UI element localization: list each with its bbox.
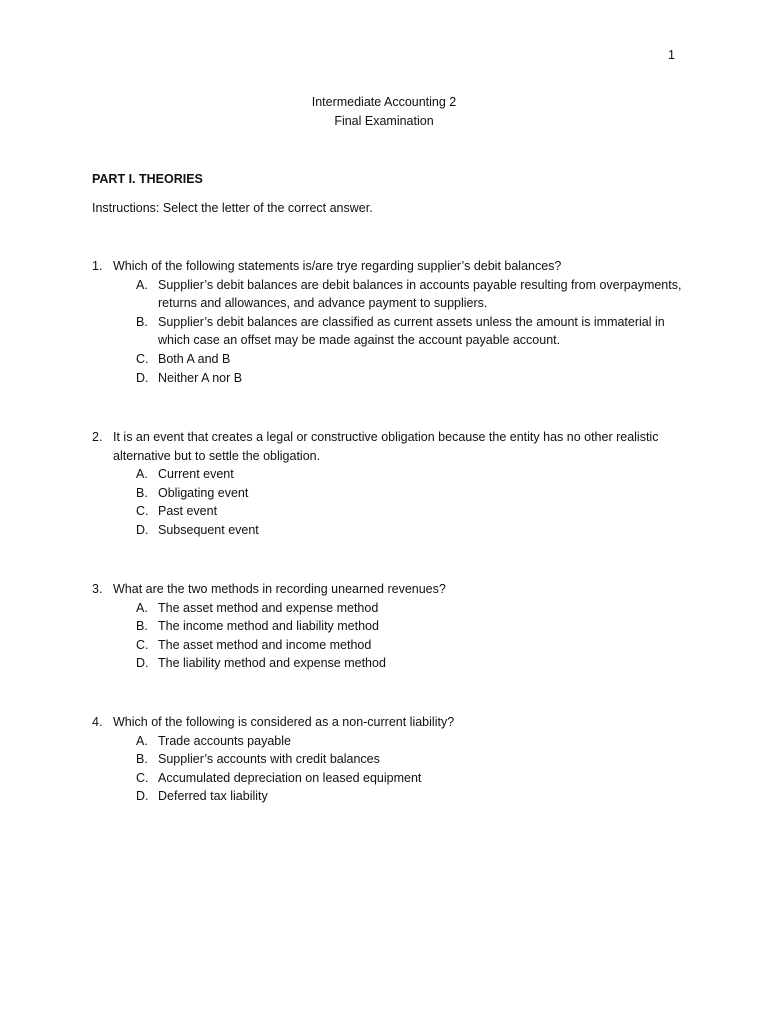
- choice-letter: D.: [136, 370, 149, 385]
- choice-text: Accumulated depreciation on leased equipment: [158, 770, 422, 785]
- choice-text: Neither A nor B: [158, 370, 243, 385]
- choice-a: [92, 599, 682, 618]
- choice-text: Current event: [158, 467, 234, 482]
- choice-text: Supplier’s debit balances are classified as current assets unless the amount is immaterial in which case an offset may be made against the account payable account.: [158, 314, 665, 348]
- choice-a: [92, 276, 682, 313]
- choice-text: Past event: [158, 504, 218, 519]
- document-title: [0, 93, 768, 130]
- question-number: 4.: [92, 715, 103, 729]
- page-number: 1: [668, 48, 675, 62]
- choice-letter: A.: [136, 600, 148, 615]
- choice-a: [92, 732, 682, 751]
- question-3: [92, 580, 682, 673]
- exam-title: Final Examination: [334, 113, 434, 128]
- choice-letter: A.: [136, 733, 148, 748]
- choice-text: Supplier’s debit balances are debit balances in accounts payable resulting from overpayments, returns and allowances, and advance payment to suppliers.: [158, 277, 682, 311]
- course-title: Intermediate Accounting 2: [311, 95, 457, 109]
- question-stem: [92, 428, 682, 465]
- choice-letter: B.: [136, 619, 148, 634]
- choice-text: The liability method and expense method: [158, 656, 386, 671]
- choice-letter: C.: [136, 351, 149, 366]
- choice-c: [92, 350, 682, 369]
- question-text: Which of the following is considered as a non-current liability?: [113, 715, 455, 729]
- choice-b: [92, 313, 682, 350]
- question-1: [92, 257, 682, 387]
- question-4: [92, 713, 682, 806]
- choice-text: The income method and liability method: [158, 619, 379, 634]
- question-number: 1.: [92, 259, 103, 273]
- choice-letter: B.: [136, 314, 148, 329]
- choice-b: [92, 750, 682, 769]
- choice-letter: A.: [136, 277, 148, 292]
- choice-letter: C.: [136, 637, 149, 652]
- choice-c: [92, 502, 682, 521]
- choice-text: The asset method and income method: [158, 637, 372, 652]
- question-stem: [92, 713, 682, 732]
- choice-letter: A.: [136, 467, 148, 482]
- choice-letter: D.: [136, 522, 149, 537]
- choice-text: Supplier’s accounts with credit balances: [158, 752, 380, 767]
- choice-text: Subsequent event: [158, 522, 259, 537]
- choice-d: [92, 369, 682, 388]
- choice-c: [92, 636, 682, 655]
- choice-a: [92, 465, 682, 484]
- choice-letter: B.: [136, 485, 148, 500]
- choice-b: [92, 617, 682, 636]
- question-2: [92, 428, 682, 540]
- choice-c: [92, 769, 682, 788]
- choice-letter: C.: [136, 770, 149, 785]
- choice-d: [92, 654, 682, 673]
- question-stem: [92, 580, 682, 599]
- choice-d: [92, 521, 682, 540]
- question-text: It is an event that creates a legal or constructive obligation because the entity has no other realistic alternative but to settle the obligation.: [113, 430, 659, 463]
- choice-text: Trade accounts payable: [158, 733, 291, 748]
- choice-text: The asset method and expense method: [158, 600, 379, 615]
- choice-text: Deferred tax liability: [158, 789, 268, 804]
- question-text: What are the two methods in recording unearned revenues?: [113, 582, 446, 596]
- choice-text: Both A and B: [158, 351, 231, 366]
- choice-d: [92, 787, 682, 806]
- instructions: Instructions: Select the letter of the correct answer.: [92, 201, 373, 215]
- question-stem: [92, 257, 682, 276]
- choice-b: [92, 484, 682, 503]
- part-heading: PART I. THEORIES: [92, 172, 203, 186]
- choice-text: Obligating event: [158, 485, 249, 500]
- choice-letter: D.: [136, 789, 149, 804]
- question-number: 3.: [92, 582, 103, 596]
- choice-letter: C.: [136, 504, 149, 519]
- question-number: 2.: [92, 430, 103, 444]
- question-text: Which of the following statements is/are trye regarding supplier’s debit balances?: [113, 259, 562, 273]
- choice-letter: D.: [136, 656, 149, 671]
- choice-letter: B.: [136, 752, 148, 767]
